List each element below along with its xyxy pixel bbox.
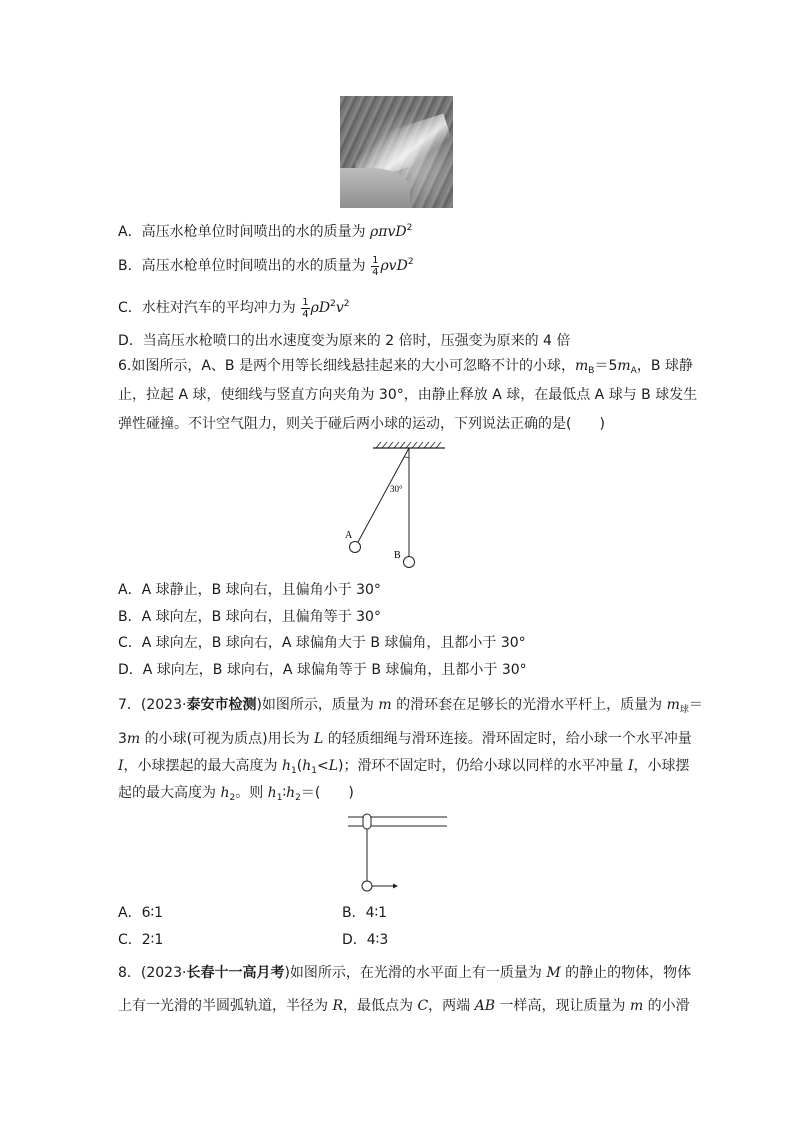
car-shape [340, 168, 410, 208]
ball-b [404, 557, 415, 568]
q6-option-b: B．A 球向左，B 球向右，且偏角等于 30° [118, 609, 381, 625]
label-a: A [345, 530, 353, 541]
q5-option-d: D．当高压水枪喷口的出水速度变为原来的 2 倍时，压强变为原来的 4 倍 [118, 333, 571, 349]
angle-arc [404, 457, 409, 458]
string-a [358, 448, 409, 542]
slider-ring [363, 814, 371, 829]
q8-stem-line-1: 8．(2023·长春十一高月考)如图所示，在光滑的水平面上有一质量为 M 的静止的物体，物体 [118, 965, 692, 981]
q5-option-b: B．高压水枪单位时间喷出的水的质量为 $\frac{1}{4}$ ρvD$^2$ [118, 254, 414, 278]
angle-label: 30° [390, 484, 403, 494]
q7-option-d: D．4∶3 [342, 932, 389, 948]
q6-stem-line-2: 止，拉起 A 球，使细线与竖直方向夹角为 30°，由静止释放 A 球，在最低点 A 球与 B 球发生 [118, 387, 698, 403]
q5-option-c: C．水柱对汽车的平均冲力为 $\frac{1}{4}$ $\rho D^2v^2$ [118, 296, 350, 320]
q7-stem-line-1: 7．(2023·泰安市检测)如图所示，质量为 m 的滑环套在足够长的光滑水平杆上，质量为 $m_球=$ [118, 697, 703, 715]
q7-option-a: A．6∶1 [118, 905, 164, 921]
label-b: B [394, 550, 401, 561]
q6-option-c: C．A 球向左，B 球向右，A 球偏角大于 B 球偏角，且都小于 30° [118, 635, 526, 651]
q7-stem-line-4: 起的最大高度为 $h_2$。则 $h_1∶h_2=$( ) [118, 785, 354, 803]
q6-stem-line-1: 6.如图所示，A、B 是两个用等长细线悬挂起来的大小可忽略不计的小球，$m_B=5m_A$，B 球静 [118, 358, 693, 376]
q7-option-c: C．2∶1 [118, 932, 164, 948]
ball [362, 881, 372, 891]
q7-option-b: B．4∶1 [342, 905, 388, 921]
q7-stem-line-3: I，小球摆起的最大高度为 $h_1(h_1<L)$；滑环不固定时，仍给小球以同样的水平冲量 I，小球摆 [118, 758, 690, 776]
q7-stem-line-2: 3m 的小球(可视为质点)用长为 L 的轻质细绳与滑环连接。滑环固定时，给小球一个水平冲量 [118, 731, 692, 747]
q5-option-a: A．高压水枪单位时间喷出的水的质量为 ρπvD$^2$ [118, 223, 413, 240]
slider-ring-diagram [345, 812, 455, 897]
ceiling-hatch [376, 442, 441, 448]
pendulum-diagram [340, 440, 460, 575]
ball-a [350, 542, 361, 553]
q6-option-a: A．A 球静止，B 球向右，且偏角小于 30° [118, 582, 381, 598]
arrow-head [393, 884, 398, 889]
q8-stem-line-2: 上有一光滑的半圆弧轨道，半径为 R，最低点为 C，两端 AB 一样高，现让质量为 m 的小滑 [118, 998, 690, 1014]
q6-stem-line-3: 弹性碰撞。不计空气阻力，则关于碰后两小球的运动，下列说法正确的是( ) [118, 416, 605, 432]
q6-option-d: D．A 球向左，B 球向右，A 球偏角等于 B 球偏角，且都小于 30° [118, 662, 527, 678]
